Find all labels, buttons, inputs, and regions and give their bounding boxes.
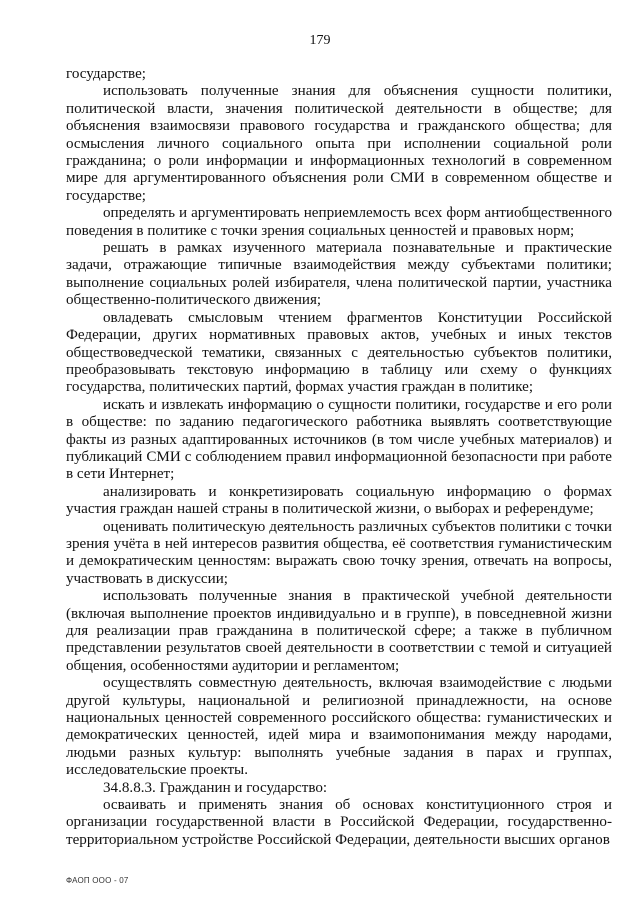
paragraph: осваивать и применять знания об основах конституционного строя и организации государственной власти в Российской Федерации, государственно-территориальном устройстве Российской Федерации, деятельности высших органов [66, 797, 612, 848]
paragraph: использовать полученные знания в практической учебной деятельности (включая выполнение проектов индивидуально и в группе), в повседневной жизни для реализации прав гражданина в политической сфере; а также в публичном представлении результатов своей деятельности в соответствии с темой и ситуацией общения, особенностями аудитории и регламентом; [66, 588, 612, 674]
paragraph: решать в рамках изученного материала познавательные и практические задачи, отражающие типичные взаимодействия между субъектами политики; выполнение социальных ролей избирателя, члена политической партии, участника общественно-политического движения; [66, 240, 612, 309]
paragraph: осуществлять совместную деятельность, включая взаимодействие с людьми другой культуры, национальной и религиозной принадлежности, на основе национальных ценностей современного российского общества: гуманистических и демократических ценностей, идей мира и взаимопонимания между народами, людьми разных культур: выполнять учебные задания в парах и группах, исследовательские проекты. [66, 675, 612, 779]
paragraph: оценивать политическую деятельность различных субъектов политики с точки зрения учёта в ней интересов развития общества, её соответствия гуманистическим и демократическим ценностям: выражать свою точку зрения, отвечать на вопросы, участвовать в дискуссии; [66, 518, 612, 587]
section-heading: 34.8.8.3. Гражданин и государство: [103, 779, 328, 796]
paragraph: овладевать смысловым чтением фрагментов Конституции Российской Федерации, других нормативных правовых актов, учебных и иных текстов обществоведческой тематики, связанных с деятельностью субъектов политики, преобразовывать текстовую информацию в таблицу или схему о функциях государства, политических партий, формах участия граждан в политике; [66, 309, 612, 396]
page-number: 179 [309, 33, 331, 48]
document-body [66, 66, 612, 849]
paragraph: искать и извлекать информацию о сущности политики, государстве и его роли в обществе: по заданию педагогического работника выявлять соответствующие факты из разных адаптированных источников (в том числе учебных материалов) и публикаций СМИ с соблюдением правил информационной безопасности при работе в сети Интернет; [66, 396, 612, 483]
footer-code: ФАОП ООО - 07 [66, 876, 129, 885]
paragraph: определять и аргументировать неприемлемость всех форм антиобщественного поведения в политике с точки зрения социальных ценностей и правовых норм; [66, 205, 612, 239]
paragraph: государстве; [66, 66, 146, 82]
paragraph: использовать полученные знания для объяснения сущности политики, политической власти, значения политической деятельности в обществе; для объяснения взаимосвязи правового государства и гражданского общества; для осмысления личного социального опыта при исполнении социальной роли гражданина; о роли информации и информационных технологий в современном мире для аргументированного объяснения роли СМИ в современном обществе и государстве; [66, 83, 612, 204]
paragraph: анализировать и конкретизировать социальную информацию о формах участия граждан нашей страны в политической жизни, о выборах и референдуме; [66, 483, 612, 518]
